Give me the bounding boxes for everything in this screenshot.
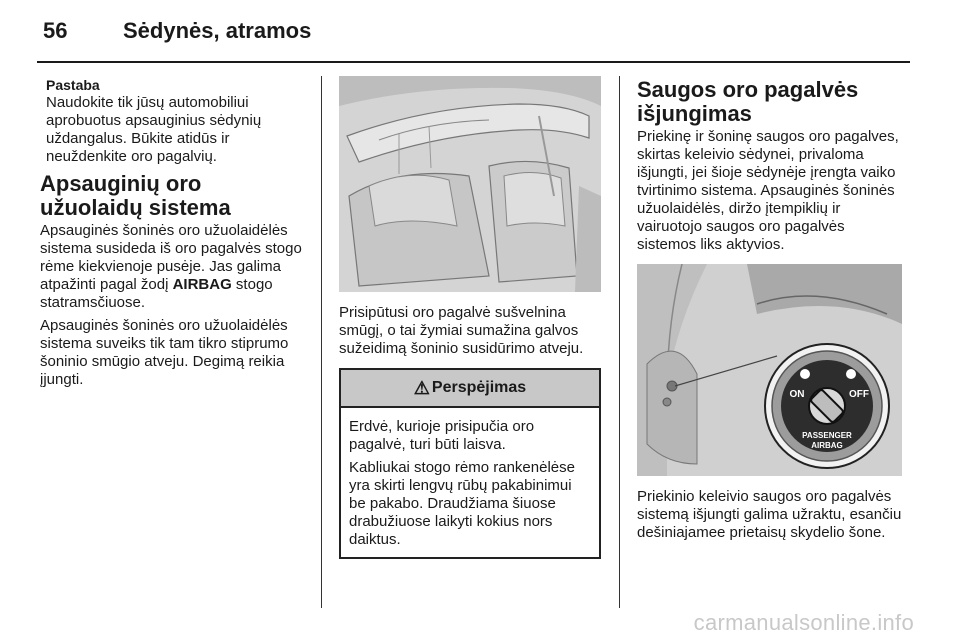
warning-paragraph-2: Kabliukai stogo rėmo rankenėlėse yra skirti lengvų rūbų pakabinimui be pakabo. Draudžiama šiuose drabužiuose laikyti kokius nors daiktus. — [349, 459, 575, 548]
section-heading-curtain: Apsauginių oro užuolaidų sistema — [40, 171, 231, 220]
section-heading-deactivation: Saugos oro pagalvės išjungimas — [637, 77, 859, 126]
warning-paragraph-1: Erdvė, kurioje prisipučia oro pagalvė, turi būti laisva. — [349, 418, 535, 453]
warning-title: Perspėjimas — [431, 379, 527, 396]
warning-header — [341, 370, 599, 408]
column-2 — [339, 76, 601, 559]
curtain-text-end: stogo statramsčiuose. — [40, 276, 273, 311]
page-title: Sėdynės, atramos — [123, 18, 312, 43]
page-header — [0, 0, 960, 62]
switch-off-label: OFF — [849, 389, 869, 400]
switch-on-label: ON — [789, 389, 805, 400]
warning-box — [339, 368, 601, 559]
illustration-caption: Prisipūtusi oro pagalvė sušvelnina smūgį, o tai žymiai sumažina galvos sužeidimą šoninio susidūrimo atveju. — [339, 304, 584, 357]
watermark: carmanualsonline.info — [693, 610, 914, 635]
page-number: 56 — [43, 18, 68, 43]
curtain-paragraph-1 — [40, 222, 308, 312]
switch-label-passenger: PASSENGER — [802, 431, 852, 440]
curtain-paragraph-2: Apsauginės šoninės oro užuolaidėlės sistema suveiks tik tam tikro stiprumo šoninio smūgio atveju. Degimą reikia įjungti. — [40, 317, 289, 388]
column-1 — [40, 76, 308, 389]
note-box — [40, 76, 308, 166]
passenger-airbag-switch-illustration — [637, 264, 902, 476]
note-title: Pastaba — [46, 77, 100, 93]
curtain-text: Apsauginės šoninės oro užuolaidėlės sistema susideda iš oro pagalvės stogo rėme kiekvienoje pusėje. Jas galima atpažinti pagal žodį — [40, 222, 302, 293]
column-divider-1 — [321, 76, 322, 608]
switch-caption: Priekinio keleivio saugos oro pagalvės sistemą išjungti galima užraktu, esančiu dešiniajamee prietaisų skydelio šone. — [637, 488, 902, 541]
deactivation-paragraph: Priekinę ir šoninę saugos oro pagalves, skirtas keleivio sėdynei, privaloma išjungti, jei šioje sėdynėje įrengta vaiko tvirtinimo sistema. Apsauginės šoninės užuolaidėlės, diržo įtempiklių ir vairuotojo saugos oro pagalvės sistemos liks aktyvios. — [637, 128, 899, 253]
warning-body — [341, 408, 599, 557]
switch-label-airbag: AIRBAG — [811, 441, 843, 450]
column-3 — [637, 76, 902, 542]
airbag-keyword: AIRBAG — [172, 276, 232, 293]
header-rule — [37, 61, 910, 63]
warning-triangle-icon: ⚠ — [413, 377, 430, 398]
curtain-airbag-illustration — [339, 76, 601, 292]
column-divider-2 — [619, 76, 620, 608]
note-text: Naudokite tik jūsų automobiliui aprobuotus apsauginius sėdynių uždangalus. Būkite atidūs ir neuždenkite oro pagalvių. — [46, 94, 262, 165]
